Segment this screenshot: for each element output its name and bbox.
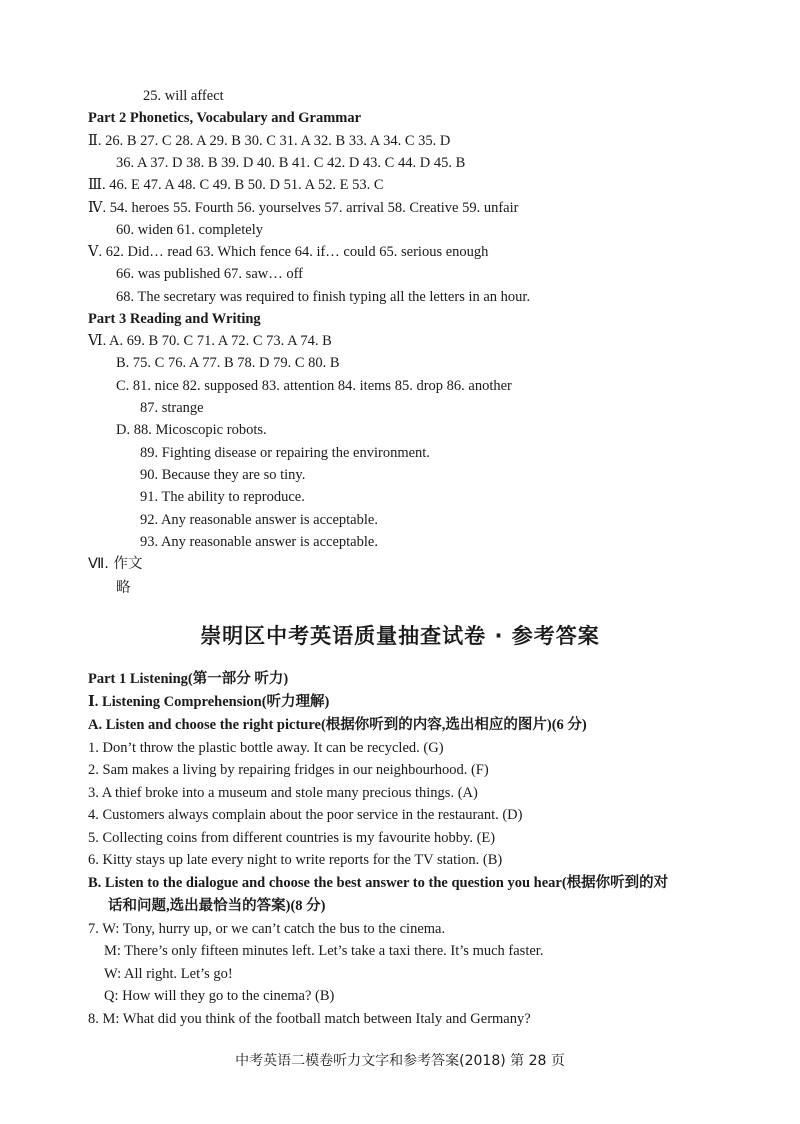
part-a-instruction: A. Listen and choose the right picture(根据你听到的内容,选出相应的图片)(6 分) <box>88 717 587 733</box>
part-b-instruction-line2: 话和问题,选出最恰当的答案)(8 分) <box>108 898 326 914</box>
question-1: 1. Don’t throw the plastic bottle away. It can be recycled. (G) <box>88 740 444 756</box>
section-vi-d-91: 91. The ability to reproduce. <box>140 489 305 505</box>
section-vi-d-89: 89. Fighting disease or repairing the environment. <box>140 445 430 461</box>
part3-heading: Part 3 Reading and Writing <box>88 311 261 327</box>
section-iv-line2: 60. widen 61. completely <box>116 222 263 238</box>
question-5: 5. Collecting coins from different countries is my favourite hobby. (E) <box>88 830 496 846</box>
page-footer: 中考英语二模卷听力文字和参考答案(2018) 第 28 页 <box>235 1053 565 1069</box>
section-v-line2: 66. was published 67. saw… off <box>116 266 304 282</box>
part-b-instruction-line1: B. Listen to the dialogue and choose the best answer to the question you hear(根据你听到的对 <box>88 875 669 891</box>
section-title: 崇明区中考英语质量抽查试卷 · 参考答案 <box>200 624 600 648</box>
section-vi-d-93: 93. Any reasonable answer is acceptable. <box>140 534 378 550</box>
section-vi-d-88: D. 88. Micoscopic robots. <box>116 422 267 438</box>
section-ii-line1: Ⅱ. 26. B 27. C 28. A 29. B 30. C 31. A 32. B 33. A 34. C 35. D <box>88 133 451 149</box>
section-v-line1: Ⅴ. 62. Did… read 63. Which fence 64. if… could 65. serious enough <box>88 244 489 260</box>
section-v-line3: 68. The secretary was required to finish typing all the letters in an hour. <box>116 289 531 305</box>
question-4: 4. Customers always complain about the poor service in the restaurant. (D) <box>88 807 523 823</box>
question-7-line4: Q: How will they go to the cinema? (B) <box>104 988 335 1004</box>
part1-heading: Part 1 Listening(第一部分 听力) <box>88 671 289 687</box>
question-7-line1: 7. W: Tony, hurry up, or we can’t catch the bus to the cinema. <box>88 921 446 937</box>
section-vi-d-90: 90. Because they are so tiny. <box>140 467 306 483</box>
question-7-line3: W: All right. Let’s go! <box>104 966 233 982</box>
section-ii-line2: 36. A 37. D 38. B 39. D 40. B 41. C 42. D 43. C 44. D 45. B <box>116 155 466 171</box>
section-vi-d-92: 92. Any reasonable answer is acceptable. <box>140 512 378 528</box>
section-vi-c-line2: 87. strange <box>140 400 204 416</box>
question-3: 3. A thief broke into a museum and stole many precious things. (A) <box>88 785 478 801</box>
section-vii-omitted: 略 <box>116 580 131 596</box>
question-8: 8. M: What did you think of the football match between Italy and Germany? <box>88 1011 531 1027</box>
section-vi-b: B. 75. C 76. A 77. B 78. D 79. C 80. B <box>116 355 340 371</box>
question-6: 6. Kitty stays up late every night to write reports for the TV station. (B) <box>88 852 503 868</box>
part2-heading: Part 2 Phonetics, Vocabulary and Grammar <box>88 110 362 126</box>
answer-25: 25. will affect <box>143 88 224 104</box>
question-7-line2: M: There’s only fifteen minutes left. Let’s take a taxi there. It’s much faster. <box>104 943 544 959</box>
section-iv-line1: Ⅳ. 54. heroes 55. Fourth 56. yourselves 57. arrival 58. Creative 59. unfair <box>88 200 519 216</box>
section-vi-a: Ⅵ. A. 69. B 70. C 71. A 72. C 73. A 74. B <box>88 333 332 349</box>
listening-comprehension-heading: Ⅰ. Listening Comprehension(听力理解) <box>88 694 330 710</box>
section-vi-c-line1: C. 81. nice 82. supposed 83. attention 84. items 85. drop 86. another <box>116 378 512 394</box>
section-iii: Ⅲ. 46. E 47. A 48. C 49. B 50. D 51. A 52. E 53. C <box>88 177 384 193</box>
section-vii: Ⅶ. 作文 <box>88 556 143 572</box>
question-2: 2. Sam makes a living by repairing fridges in our neighbourhood. (F) <box>88 762 489 778</box>
